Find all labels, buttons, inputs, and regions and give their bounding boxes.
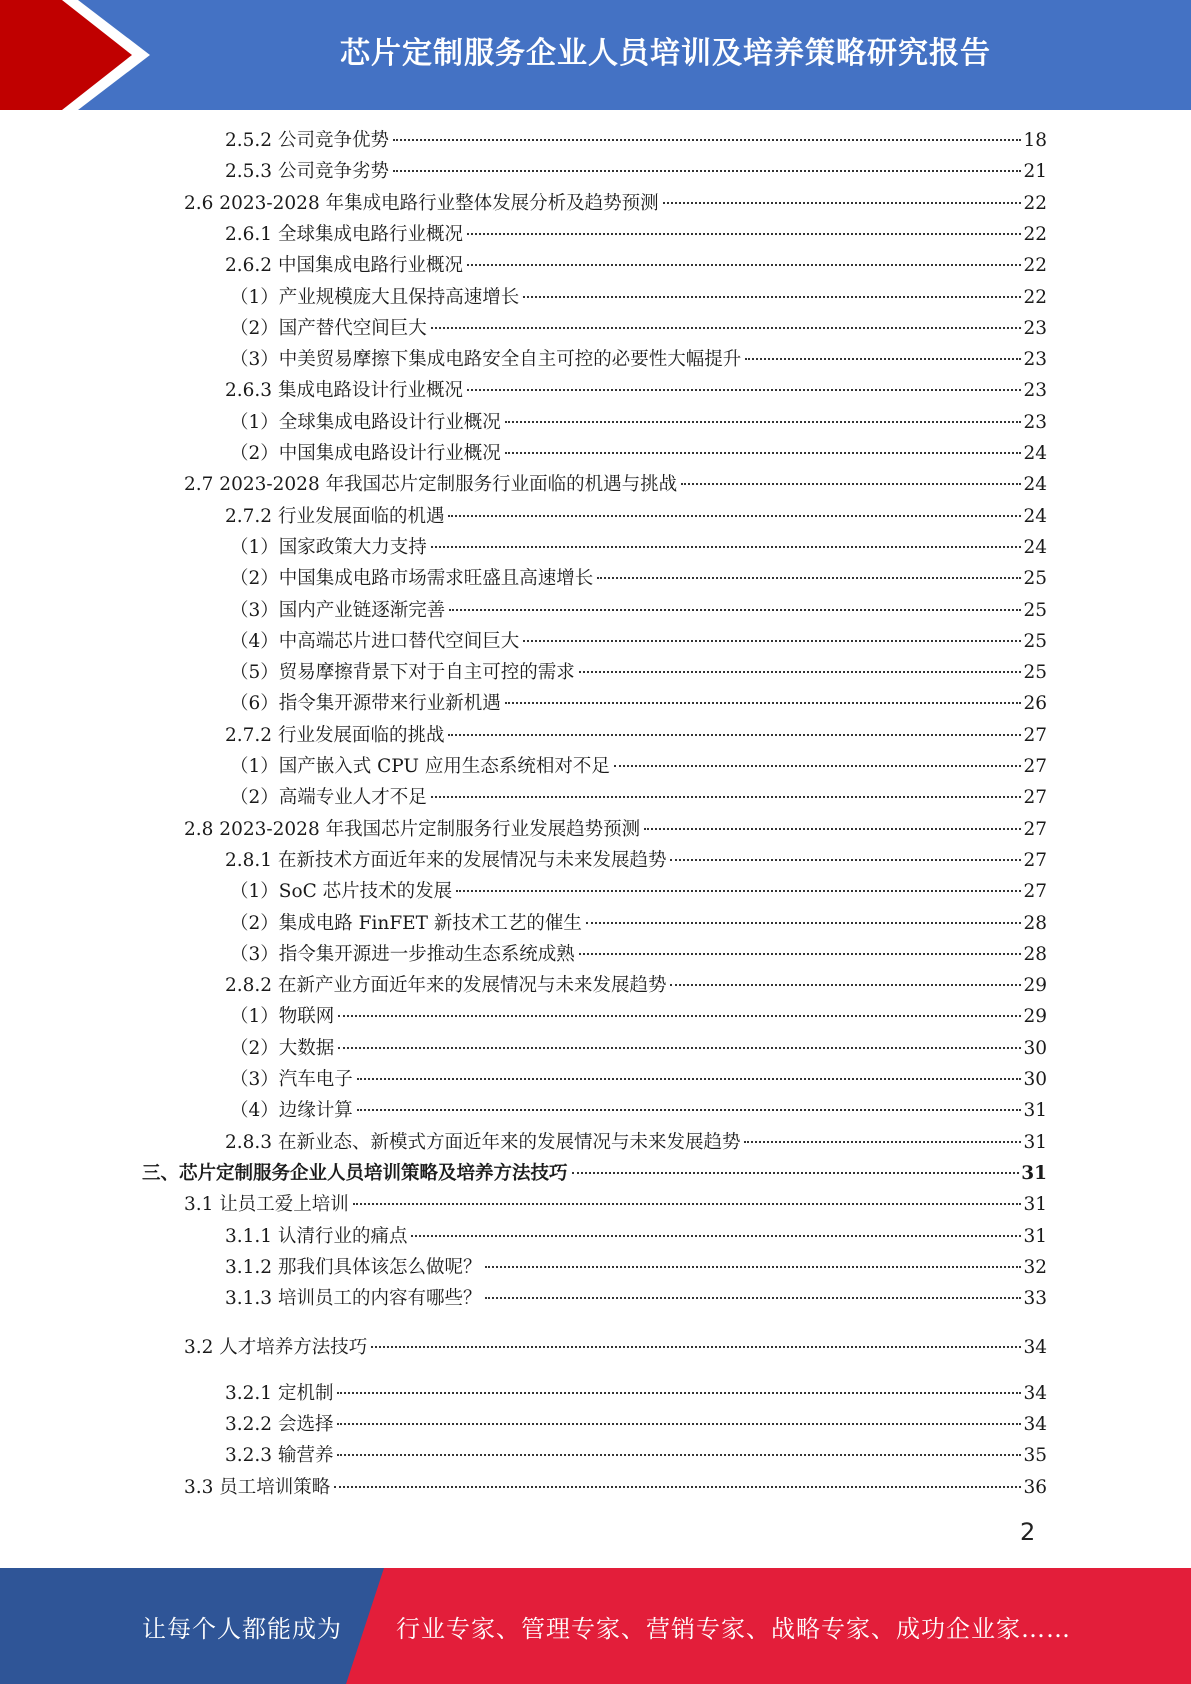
- toc-entry-page: 31: [1021, 1162, 1047, 1184]
- toc-dot-leader: [523, 296, 1021, 298]
- toc-entry-title: 3.2.1 定机制: [225, 1382, 334, 1404]
- toc-dot-leader: [614, 765, 1022, 767]
- toc-entry-title: （6）指令集开源带来行业新机遇: [230, 693, 501, 715]
- toc-dot-leader: [448, 734, 1021, 736]
- toc-entry-title: （3）国内产业链逐渐完善: [230, 599, 446, 621]
- toc-dot-leader: [579, 953, 1022, 955]
- toc-entry-title: （4）边缘计算: [230, 1100, 353, 1122]
- toc-entry-page: 27: [1023, 881, 1047, 903]
- toc-dot-leader: [337, 1454, 1021, 1456]
- toc-entry-title: （2）中国集成电路设计行业概况: [230, 443, 501, 464]
- toc-entry[interactable]: [225, 1128, 1047, 1158]
- toc-dot-leader: [523, 640, 1021, 642]
- toc-entry-title: 2.8 2023-2028 年我国芯片定制服务行业发展趋势预测: [184, 818, 641, 840]
- toc-entry[interactable]: [142, 1159, 1047, 1189]
- toc-entry-page: 23: [1023, 317, 1047, 339]
- toc-entry[interactable]: [225, 251, 1047, 281]
- toc-entry-page: 29: [1023, 1006, 1047, 1028]
- toc-entry-title: 2.5.2 公司竞争优势: [225, 130, 389, 151]
- toc-dot-leader: [505, 452, 1022, 454]
- toc-entry-title: 3.3 员工培训策略: [184, 1476, 331, 1498]
- toc-dot-leader: [431, 327, 1022, 329]
- toc-entry-page: 34: [1023, 1337, 1047, 1359]
- toc-entry-title: （2）高端专业人才不足: [230, 787, 427, 809]
- toc-entry[interactable]: [225, 1441, 1047, 1471]
- toc-entry-page: 33: [1023, 1288, 1047, 1310]
- page-number: 2: [1020, 1518, 1036, 1546]
- toc-entry-title: （5）贸易摩擦背景下对于自主可控的需求: [230, 662, 575, 684]
- toc-entry[interactable]: [230, 877, 1047, 907]
- toc-entry-title: （2）国产替代空间巨大: [230, 317, 427, 339]
- toc-entry-page: 23: [1023, 349, 1047, 371]
- toc-entry-page: 25: [1023, 568, 1047, 590]
- toc-entry-title: （2）大数据: [230, 1037, 335, 1059]
- toc-entry-page: 27: [1023, 849, 1047, 871]
- toc-entry[interactable]: [225, 126, 1047, 156]
- toc-entry[interactable]: [230, 283, 1047, 313]
- toc-entry-title: （2）中国集成电路市场需求旺盛且高速增长: [230, 568, 594, 590]
- toc-entry-page: 30: [1023, 1037, 1047, 1059]
- toc-entry[interactable]: [230, 596, 1047, 626]
- toc-dot-leader: [456, 890, 1021, 892]
- toc-dot-leader: [681, 483, 1021, 485]
- toc-entry-page: 31: [1023, 1131, 1047, 1153]
- toc-dot-leader: [338, 1015, 1021, 1017]
- toc-entry-title: 3.2.3 输营养: [225, 1445, 334, 1467]
- toc-entry-page: 23: [1023, 380, 1047, 402]
- toc-dot-leader: [644, 828, 1021, 830]
- toc-entry[interactable]: [230, 345, 1047, 375]
- toc-entry-page: 22: [1023, 192, 1047, 214]
- toc-entry-page: 25: [1023, 630, 1047, 652]
- toc-entry[interactable]: [184, 1333, 1047, 1363]
- header-banner: [0, 0, 1191, 110]
- toc-entry[interactable]: [230, 909, 1047, 939]
- toc-entry-page: 27: [1023, 787, 1047, 809]
- toc-entry[interactable]: [230, 564, 1047, 594]
- toc-entry[interactable]: [184, 1190, 1047, 1220]
- toc-dot-leader: [337, 1392, 1021, 1394]
- toc-entry-title: 3.1.2 那我们具体该怎么做呢？: [225, 1256, 482, 1278]
- toc-entry-title: 2.6.2 中国集成电路行业概况: [225, 255, 463, 277]
- toc-dot-leader: [597, 577, 1021, 579]
- toc-entry-title: 2.8.2 在新产业方面近年来的发展情况与未来发展趋势: [225, 975, 667, 997]
- toc-entry-title: 2.6.1 全球集成电路行业概况: [225, 223, 463, 245]
- toc-entry[interactable]: [225, 971, 1047, 1001]
- toc-entry-page: 21: [1023, 161, 1047, 183]
- toc-dot-leader: [357, 1078, 1022, 1080]
- toc-entry[interactable]: [230, 658, 1047, 688]
- toc-entry[interactable]: [225, 1222, 1047, 1252]
- toc-entry-page: 27: [1023, 818, 1047, 840]
- toc-dot-leader: [572, 1172, 1020, 1174]
- toc-entry[interactable]: [230, 752, 1047, 782]
- toc-entry-title: 3.2 人才培养方法技巧: [184, 1337, 368, 1359]
- toc-entry-page: 30: [1023, 1069, 1047, 1090]
- toc-entry-title: （1）SoC 芯片技术的发展: [230, 881, 453, 903]
- toc-entry[interactable]: [230, 627, 1047, 657]
- footer-slogan-right: 行业专家、管理专家、营销专家、战略专家、成功企业家……: [396, 1614, 1071, 1643]
- footer-slogan-left: 让每个人都能成为: [142, 1614, 342, 1643]
- toc-entry-title: 3.1.3 培训员工的内容有哪些？: [225, 1288, 482, 1310]
- toc-entry-page: 22: [1023, 286, 1047, 308]
- toc-dot-leader: [505, 702, 1022, 704]
- toc-entry-page: 25: [1023, 662, 1047, 684]
- toc-dot-leader: [337, 1423, 1021, 1425]
- toc-entry[interactable]: [230, 533, 1047, 563]
- toc-dot-leader: [467, 233, 1021, 235]
- toc-entry-page: 34: [1023, 1414, 1047, 1435]
- toc-entry[interactable]: [225, 721, 1047, 751]
- toc-entry[interactable]: [225, 502, 1047, 532]
- toc-entry-title: 2.6 2023-2028 年集成电路行业整体发展分析及趋势预测: [184, 192, 659, 214]
- toc-dot-leader: [505, 421, 1022, 423]
- toc-entry-page: 25: [1023, 599, 1047, 621]
- toc-dot-leader: [431, 546, 1022, 548]
- toc-dot-leader: [393, 139, 1021, 141]
- toc-entry-title: 2.8.1 在新技术方面近年来的发展情况与未来发展趋势: [225, 849, 667, 871]
- toc-entry-title: （1）物联网: [230, 1006, 335, 1028]
- toc-entry[interactable]: [230, 1002, 1047, 1032]
- toc-entry-title: （3）汽车电子: [230, 1069, 353, 1090]
- toc-entry[interactable]: [230, 314, 1047, 344]
- toc-entry[interactable]: [230, 408, 1047, 438]
- toc-entry-title: （2）集成电路 FinFET 新技术工艺的催生: [230, 912, 582, 934]
- toc-dot-leader: [411, 1235, 1021, 1237]
- toc-entry-page: 31: [1023, 1225, 1047, 1247]
- toc-entry-title: （1）国产嵌入式 CPU 应用生态系统相对不足: [230, 756, 610, 777]
- toc-entry-page: 36: [1023, 1476, 1047, 1498]
- toc-entry-title: 2.7 2023-2028 年我国芯片定制服务行业面临的机遇与挑战: [184, 474, 678, 496]
- toc-entry[interactable]: [225, 1410, 1047, 1440]
- toc-entry-page: 18: [1023, 130, 1047, 151]
- toc-entry[interactable]: [225, 846, 1047, 876]
- toc-entry-page: 22: [1023, 255, 1047, 277]
- toc-dot-leader: [663, 202, 1022, 204]
- toc-entry-page: 24: [1023, 536, 1047, 558]
- toc-entry[interactable]: [230, 783, 1047, 813]
- document-title: 芯片定制服务企业人员培训及培养策略研究报告: [340, 36, 991, 71]
- toc-dot-leader: [670, 984, 1021, 986]
- toc-dot-leader: [393, 170, 1021, 172]
- toc-entry-title: 3.2.2 会选择: [225, 1414, 334, 1435]
- toc-entry[interactable]: [225, 1284, 1047, 1314]
- toc-entry-title: （1）国家政策大力支持: [230, 536, 427, 558]
- toc-dot-leader: [579, 671, 1022, 673]
- toc-entry-page: 24: [1023, 474, 1047, 496]
- toc-entry[interactable]: [225, 1379, 1047, 1409]
- toc-entry[interactable]: [230, 940, 1047, 970]
- toc-entry[interactable]: [230, 689, 1047, 719]
- toc-entry-page: 28: [1023, 912, 1047, 934]
- toc-entry[interactable]: [184, 815, 1047, 845]
- toc-dot-leader: [334, 1486, 1021, 1488]
- toc-entry-title: 2.7.2 行业发展面临的机遇: [225, 505, 445, 527]
- toc-entry-page: 31: [1023, 1194, 1047, 1216]
- toc-entry-title: 3.1.1 认清行业的痛点: [225, 1225, 408, 1247]
- toc-entry-title: （1）全球集成电路设计行业概况: [230, 411, 501, 433]
- toc-dot-leader: [744, 1141, 1021, 1143]
- toc-entry[interactable]: [184, 470, 1047, 500]
- toc-dot-leader: [448, 515, 1021, 517]
- toc-dot-leader: [371, 1346, 1021, 1348]
- toc-dot-leader: [353, 1203, 1022, 1205]
- footer-banner: [0, 1568, 1191, 1684]
- toc-entry-title: （3）指令集开源进一步推动生态系统成熟: [230, 943, 575, 965]
- toc-entry[interactable]: [225, 1253, 1047, 1283]
- toc-entry-title: 2.8.3 在新业态、新模式方面近年来的发展情况与未来发展趋势: [225, 1131, 741, 1153]
- toc-entry-page: 24: [1023, 505, 1047, 527]
- toc-entry-page: 26: [1023, 693, 1047, 715]
- toc-entry[interactable]: [230, 439, 1047, 469]
- toc-entry[interactable]: [184, 1473, 1047, 1503]
- toc-dot-leader: [586, 922, 1022, 924]
- toc-entry-page: 28: [1023, 943, 1047, 965]
- toc-entry-title: （4）中高端芯片进口替代空间巨大: [230, 630, 520, 652]
- toc-entry[interactable]: [225, 376, 1047, 406]
- toc-entry-title: （1）产业规模庞大且保持高速增长: [230, 286, 520, 308]
- toc-dot-leader: [338, 1047, 1021, 1049]
- toc-entry-page: 29: [1023, 975, 1047, 997]
- toc-entry[interactable]: [184, 189, 1047, 219]
- toc-entry-title: 三、芯片定制服务企业人员培训策略及培养方法技巧: [142, 1162, 568, 1184]
- toc-entry-page: 23: [1023, 411, 1047, 433]
- toc-entry[interactable]: [230, 1034, 1047, 1064]
- toc-entry-title: 2.5.3 公司竞争劣势: [225, 161, 389, 183]
- toc-dot-leader: [449, 609, 1021, 611]
- toc-entry-page: 22: [1023, 223, 1047, 245]
- toc-dot-leader: [745, 358, 1021, 360]
- toc-entry-title: 2.7.2 行业发展面临的挑战: [225, 724, 445, 746]
- toc-entry[interactable]: [230, 1096, 1047, 1126]
- toc-entry-page: 27: [1023, 756, 1047, 777]
- toc-entry-title: （3）中美贸易摩擦下集成电路安全自主可控的必要性大幅提升: [230, 349, 742, 371]
- toc-entry-page: 24: [1023, 443, 1047, 464]
- toc-dot-leader: [467, 264, 1021, 266]
- toc-entry-page: 31: [1023, 1100, 1047, 1122]
- toc-entry-title: 3.1 让员工爱上培训: [184, 1194, 349, 1216]
- toc-entry-page: 32: [1023, 1256, 1047, 1278]
- toc-entry[interactable]: [225, 157, 1047, 187]
- toc-entry-page: 27: [1023, 724, 1047, 746]
- toc-dot-leader: [467, 389, 1021, 391]
- toc-dot-leader: [357, 1109, 1022, 1111]
- toc-dot-leader: [485, 1297, 1021, 1299]
- toc-entry[interactable]: [230, 1065, 1047, 1095]
- toc-dot-leader: [431, 796, 1022, 798]
- toc-entry-title: 2.6.3 集成电路设计行业概况: [225, 380, 463, 402]
- toc-entry-page: 34: [1023, 1382, 1047, 1404]
- toc-dot-leader: [485, 1266, 1021, 1268]
- toc-entry[interactable]: [225, 220, 1047, 250]
- toc-dot-leader: [670, 859, 1021, 861]
- toc-entry-page: 35: [1023, 1445, 1047, 1467]
